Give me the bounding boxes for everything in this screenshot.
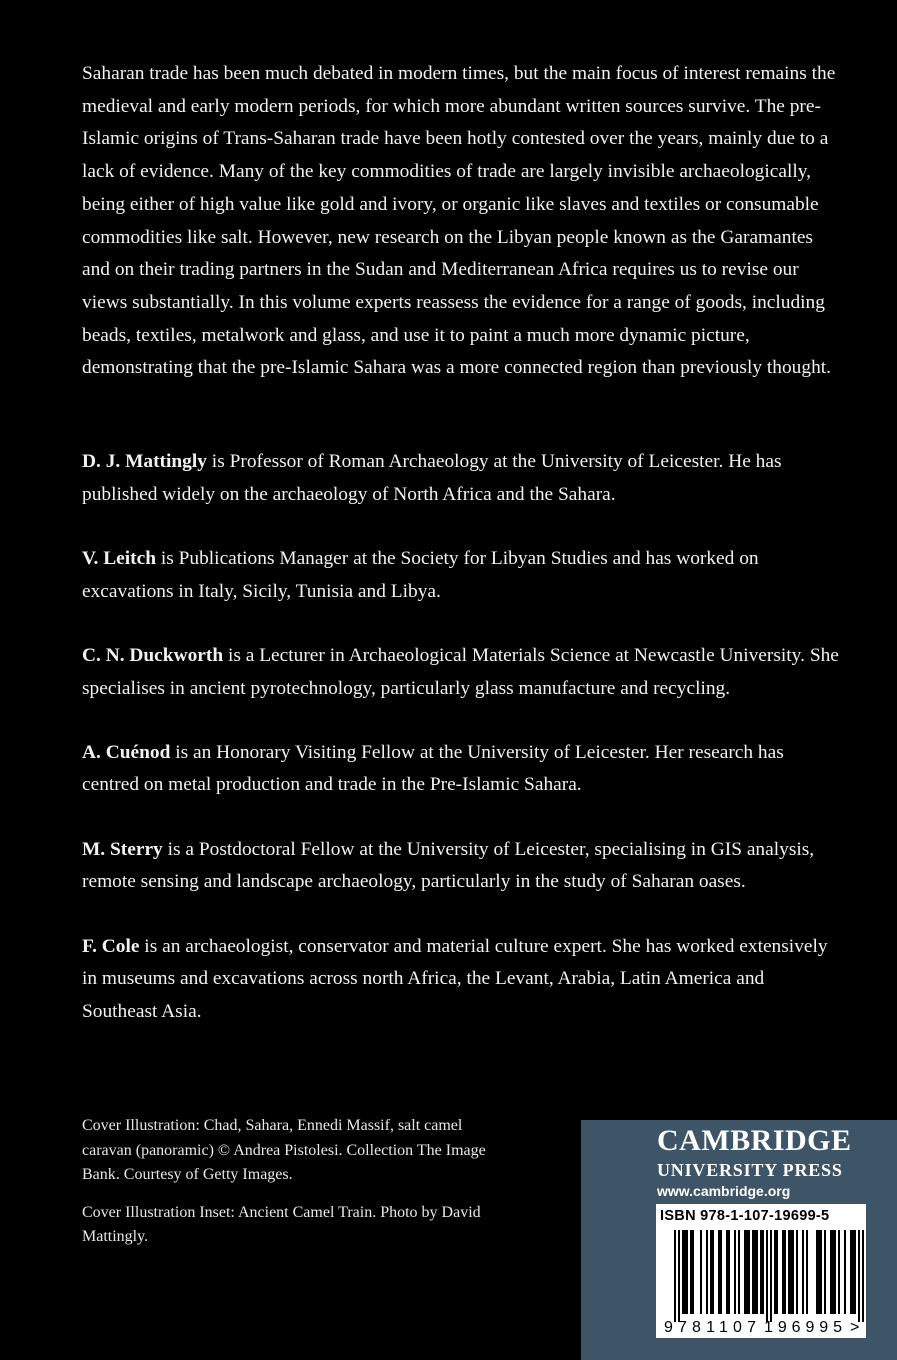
- barcode-bar: [850, 1230, 852, 1314]
- barcode-bar: [818, 1230, 820, 1314]
- barcode-bar: [824, 1230, 826, 1314]
- bio-name: A. Cuénod: [82, 741, 171, 763]
- barcode-bar: [720, 1230, 722, 1314]
- barcode-bar: [766, 1230, 768, 1322]
- barcode-bar: [806, 1230, 808, 1314]
- contributor-bios: [82, 446, 842, 1060]
- barcode-bar: [706, 1230, 708, 1314]
- publisher-website: www.cambridge.org: [657, 1183, 791, 1199]
- publisher-subtitle: UNIVERSITY PRESS: [657, 1160, 843, 1180]
- barcode-bar: [820, 1230, 822, 1314]
- barcode-bar: [858, 1230, 860, 1322]
- barcode-bar: [728, 1230, 730, 1314]
- bio-name: V. Leitch: [82, 547, 156, 569]
- barcode-bar: [788, 1230, 790, 1314]
- barcode-bar: [718, 1230, 720, 1314]
- barcode-bar: [830, 1230, 832, 1314]
- barcode-bar: [844, 1230, 846, 1314]
- barcode-bar: [762, 1230, 764, 1314]
- bio-cuenod: [82, 737, 842, 802]
- publisher-panel: [581, 1120, 897, 1360]
- barcode-bars: [674, 1230, 864, 1322]
- bio-duckworth: [82, 640, 842, 705]
- barcode-bar: [710, 1230, 712, 1314]
- bio-cole: [82, 931, 842, 1029]
- bio-name: F. Cole: [82, 935, 140, 957]
- barcode-bar: [784, 1230, 786, 1314]
- barcode-bar: [776, 1230, 778, 1314]
- barcode-bar: [682, 1230, 684, 1314]
- barcode-bar: [674, 1230, 676, 1322]
- barcode-graphic: [656, 1228, 866, 1338]
- publisher-name: CAMBRIDGE: [657, 1124, 852, 1157]
- barcode-bar: [700, 1230, 702, 1314]
- bio-text: is Professor of Roman Archaeology at the University of Leicester. He has published widely on the archaeology of North Africa and the Sahara.: [82, 451, 782, 505]
- cover-credits: [82, 1114, 502, 1263]
- barcode-bar: [746, 1230, 748, 1314]
- barcode-digits-left: 781107: [678, 1319, 756, 1336]
- barcode-bar: [684, 1230, 686, 1314]
- inset-illustration-credit: Cover Illustration Inset: Ancient Camel Train. Photo by David Mattingly.: [82, 1203, 481, 1245]
- barcode-bar: [854, 1230, 856, 1314]
- barcode-bar: [726, 1230, 728, 1314]
- barcode-bar: [832, 1230, 834, 1314]
- barcode-bar: [692, 1230, 694, 1314]
- barcode-bar: [782, 1230, 784, 1314]
- barcode-bar: [862, 1230, 864, 1322]
- bio-text: is a Lecturer in Archaeological Materials Science at Newcastle University. She specialises in ancient pyrotechnology, particularly glass manufacture and recycling.: [82, 644, 839, 699]
- bio-mattingly: [82, 446, 842, 511]
- bio-text: is an archaeologist, conservator and material culture expert. She has worked extensively in museums and excavations across north Africa, the Levant, Arabia, Latin America and Southeast Asia.: [82, 935, 828, 1022]
- barcode-digit-lead: 9: [664, 1319, 673, 1336]
- bio-name: C. N. Duckworth: [82, 644, 224, 666]
- bio-leitch: [82, 543, 842, 608]
- barcode-bar: [752, 1230, 754, 1314]
- barcode-bar: [748, 1230, 750, 1314]
- barcode-bar: [802, 1230, 804, 1314]
- barcode-bar: [738, 1230, 740, 1314]
- barcode-bar: [734, 1230, 736, 1314]
- barcode-bar: [690, 1230, 692, 1314]
- barcode-bar: [754, 1230, 756, 1314]
- bio-text: is a Postdoctoral Fellow at the University of Leicester, specialising in GIS analysis, remote sensing and landscape archaeology, particularly in the study of Saharan oases.: [82, 838, 815, 893]
- barcode-bar: [796, 1230, 798, 1314]
- bio-name: D. J. Mattingly: [82, 451, 207, 472]
- book-description: Saharan trade has been much debated in modern times, but the main focus of interest remains the medieval and early modern periods, for which more abundant written sources survive. The pre-Islamic origins of Trans-Saharan trade have been hotly contested over the years, mainly due to a lack of evidence. Many of the key commodities of trade are largely invisible archaeologically, being either of high value like gold and ivory, or organic like slaves and textiles or consumable commodities like salt. However, new research on the Libyan people known as the Garamantes and on their trading partners in the Sudan and Mediterranean Africa requires us to revise our views substantially. In this volume experts reassess the evidence for a range of goods, including beads, textiles, metalwork and glass, and use it to paint a much more dynamic picture, demonstrating that the pre-Islamic Sahara was a more connected region than previously thought.: [82, 63, 836, 379]
- barcode-bar: [760, 1230, 762, 1314]
- barcode-bar: [838, 1230, 840, 1314]
- barcode-bar: [756, 1230, 758, 1314]
- bio-text: is an Honorary Visiting Fellow at the University of Leicester. Her research has centred on metal production and trade in the Pre-Islamic Sahara.: [82, 741, 784, 796]
- barcode-bar: [852, 1230, 854, 1314]
- barcode-bar: [790, 1230, 792, 1314]
- barcode-bar: [816, 1230, 818, 1314]
- barcode-addon-mark: >: [850, 1319, 860, 1336]
- barcode: [656, 1204, 866, 1338]
- barcode-bar: [712, 1230, 714, 1314]
- barcode-bar: [834, 1230, 836, 1314]
- barcode-bar: [678, 1230, 680, 1322]
- barcode-bar: [792, 1230, 794, 1314]
- cover-illustration-credit: Cover Illustration: Chad, Sahara, Ennedi Massif, salt camel caravan (panoramic) © Andrea Pistolesi. Collection The Image Bank. Courtesy of Getty Images.: [82, 1117, 486, 1183]
- barcode-digits-right: 196995: [764, 1319, 842, 1336]
- barcode-bar: [774, 1230, 776, 1314]
- isbn-label: ISBN 978-1-107-19699-5: [660, 1208, 830, 1224]
- barcode-bar: [770, 1230, 772, 1322]
- bio-name: M. Sterry: [82, 838, 163, 860]
- barcode-bar: [686, 1230, 688, 1314]
- barcode-bar: [744, 1230, 746, 1314]
- bio-text: is Publications Manager at the Society for Libyan Studies and has worked on excavations in Italy, Sicily, Tunisia and Libya.: [82, 547, 759, 602]
- bio-sterry: [82, 834, 842, 899]
